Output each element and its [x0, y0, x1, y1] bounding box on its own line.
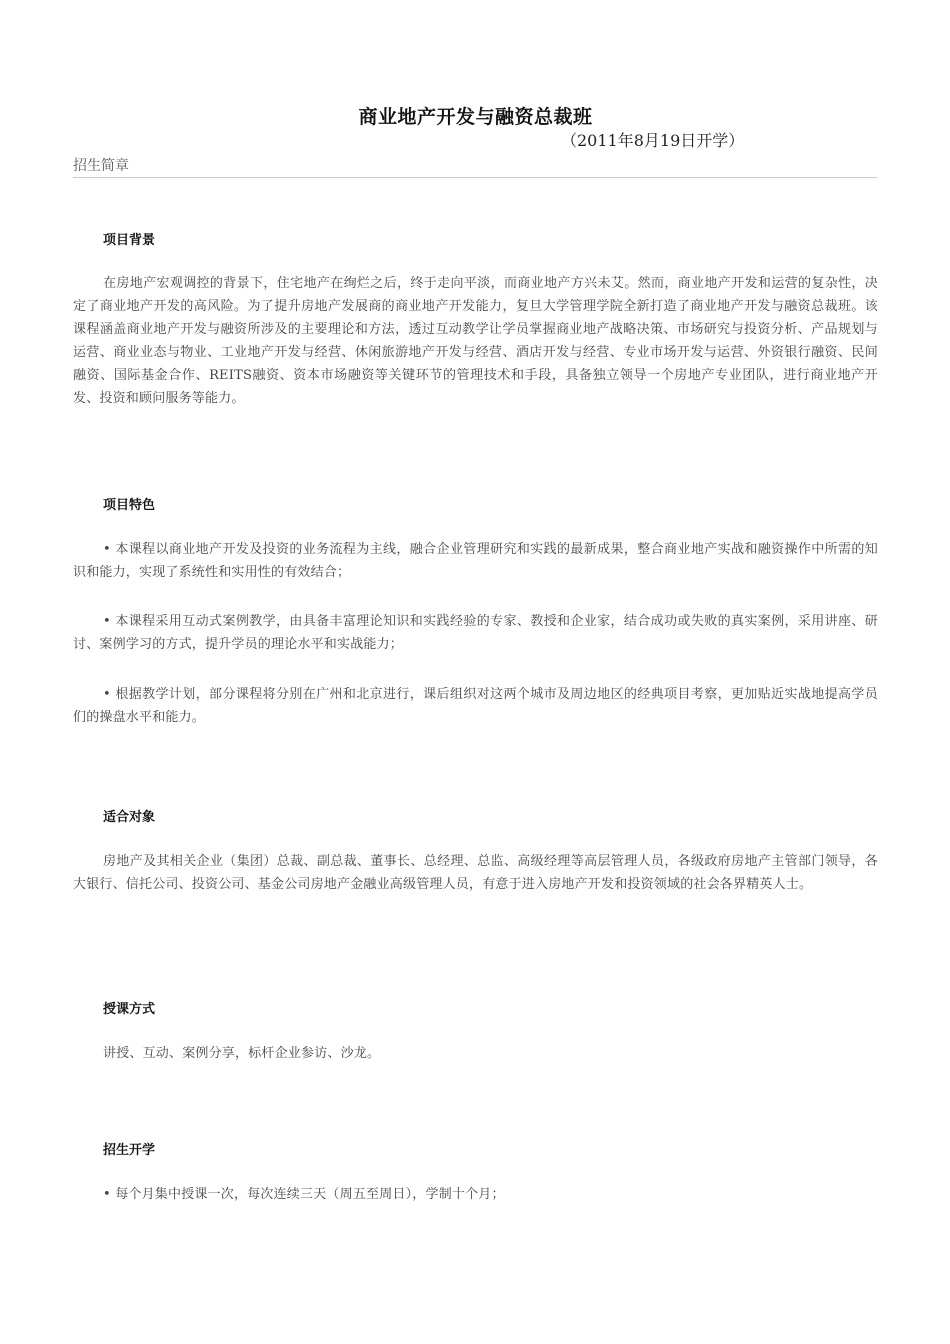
feature-item-1: • 本课程以商业地产开发及投资的业务流程为主线，融合企业管理研究和实践的最新成果，整合商业地产实战和融资操作中所需的知识和能力，实现了系统性和实用性的有效结合；	[73, 542, 878, 580]
heading-enrollment: 招生开学	[103, 1143, 156, 1158]
document-title: 商业地产开发与融资总裁班	[358, 106, 593, 128]
feature-item-3: • 根据教学计划，部分课程将分别在广州和北京进行，课后组织对这两个城市及周边地区的经典项目考察，更加贴近实战地提高学员们的操盘水平和能力。	[73, 687, 878, 725]
heading-background: 项目背景	[103, 233, 156, 248]
paragraph-method: 讲授、互动、案例分享，标杆企业参访、沙龙。	[103, 1046, 381, 1061]
feature-item-2: • 本课程采用互动式案例教学，由具备丰富理论知识和实践经验的专家、教授和企业家，结合成功或失败的真实案例，采用讲座、研讨、案例学习的方式，提升学员的理论水平和实战能力；	[73, 614, 878, 652]
paragraph-audience: 房地产及其相关企业（集团）总裁、副总裁、董事长、总经理、总监、高级经理等高层管理人员，各级政府房地产主管部门领导，各大银行、信托公司、投资公司、基金公司房地产金融业高级管理人员，有意于进入房地产开发和投资领域的社会各界精英人士。	[73, 854, 878, 892]
start-date: （2011年8月19日开学）	[561, 131, 745, 150]
heading-audience: 适合对象	[103, 810, 156, 825]
section-label: 招生简章	[73, 158, 129, 174]
enrollment-item-1: • 每个月集中授课一次，每次连续三天（周五至周日），学制十个月；	[103, 1187, 505, 1202]
heading-method: 授课方式	[103, 1002, 156, 1017]
paragraph-background: 在房地产宏观调控的背景下，住宅地产在绚烂之后，终于走向平淡，而商业地产方兴未艾。然而，商业地产开发和运营的复杂性，决定了商业地产开发的高风险。为了提升房地产发展商的商业地产开发能力，复旦大学管理学院全新打造了商业地产开发与融资总裁班。该课程涵盖商业地产开发与融资所涉及的主要理论和方法，透过互动教学让学员掌握商业地产战略决策、市场研究与投资分析、产品规划与运营、商业业态与物业、工业地产开发与经营、休闲旅游地产开发与经营、酒店开发与经营、专业市场开发与运营、外资银行融资、民间融资、国际基金合作、REITS融资、资本市场融资等关键环节的管理技术和手段，具备独立领导一个房地产专业团队，进行商业地产开发、投资和顾问服务等能力。	[73, 276, 878, 406]
divider	[73, 177, 878, 178]
heading-features: 项目特色	[103, 498, 156, 513]
